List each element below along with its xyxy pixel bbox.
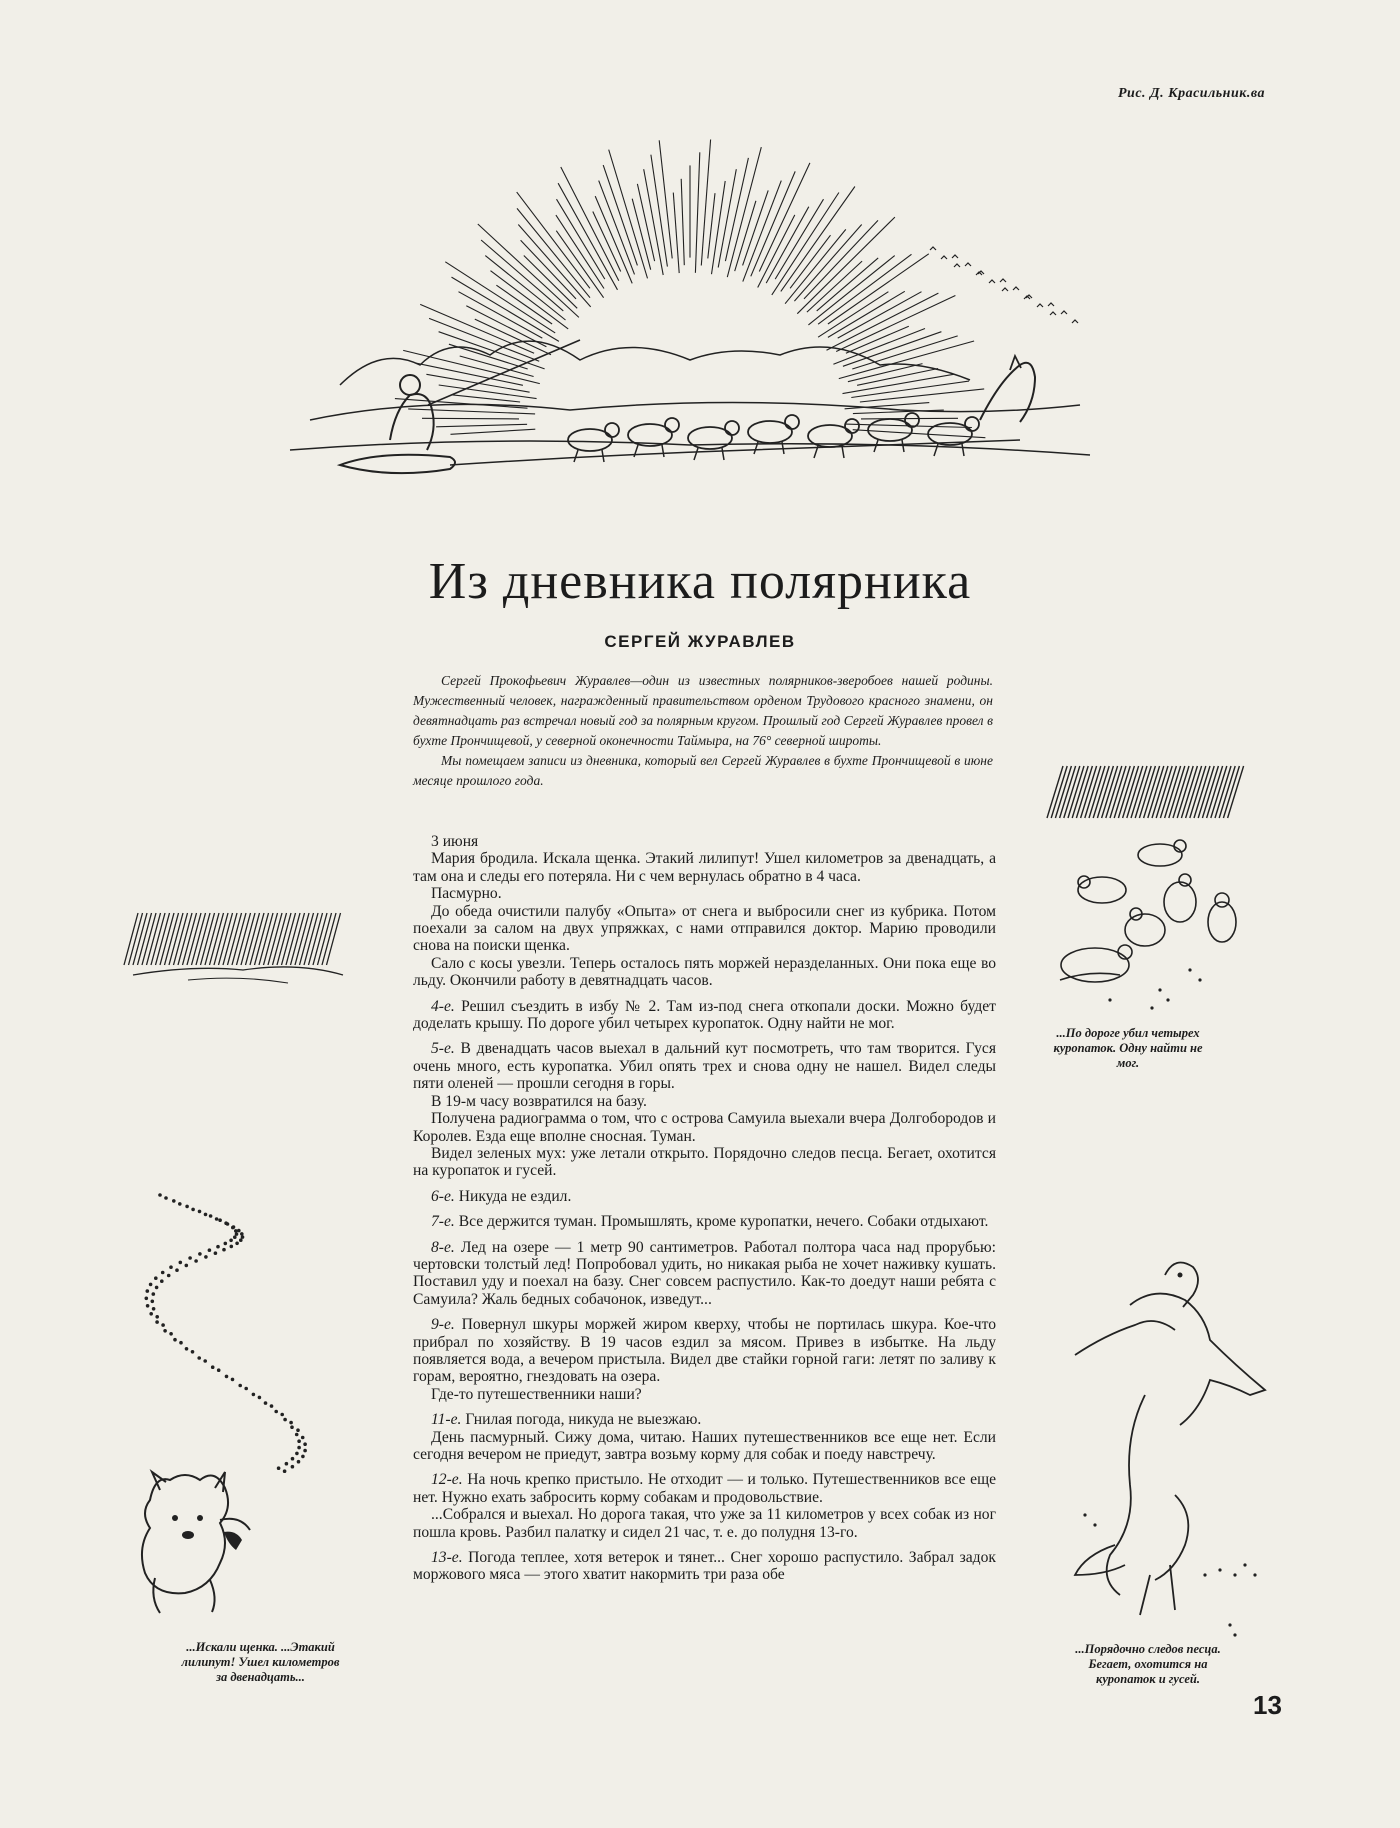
- entry-text: Гнилая погода, никуда не выезжаю.: [465, 1411, 702, 1429]
- caption-partridges: ...По дороге убил четырех куропаток. Одну найти не мог.: [1053, 1026, 1203, 1070]
- entry-text: Никуда не ездил.: [458, 1187, 572, 1205]
- diary-entry: [413, 998, 996, 1033]
- entry-text: На ночь крепко пристыло. Не отходит — и только. Путешественников все еще нет. Нужно ехать забросить корму собакам и продовольствие.: [413, 1471, 996, 1506]
- hero-illustration-dog-sled: [250, 120, 1130, 520]
- entry-date: 13-е.: [431, 1549, 463, 1567]
- entry-text: Повернул шкуры моржей жиром кверху, чтобы не портилась шкура. Кое-что прибрал по хозяйству. В 19 часов ездил за мясом. Привез в избытке. На льду появляется вода, а вечером пристыла. Видел две стайки горной гаги: летят по заливу к горам, вероятно, гнездовать на озера.: [413, 1316, 996, 1386]
- entry-date: 4-е.: [431, 997, 455, 1015]
- puppy-footprints-trail: [140, 1165, 340, 1465]
- diary-paragraph: Видел зеленых мух: уже летали открыто. Порядочно следов песца. Бегает, охотится на куропаток и гусей.: [413, 1144, 996, 1180]
- diary-paragraph: В 19-м часу возвратился на базу.: [431, 1092, 647, 1110]
- partridges-illustration: [1040, 830, 1245, 1030]
- diary-entry: [413, 1549, 996, 1584]
- article-author: СЕРГЕЙ ЖУРАВЛЕВ: [604, 632, 796, 651]
- article-title: Из дневника полярника: [428, 553, 972, 610]
- diary-date: 3 июня: [431, 833, 479, 850]
- diary-entry: [413, 1316, 996, 1386]
- illustration-credit: Рис. Д. Красильник.ва: [1117, 86, 1265, 101]
- caption-fox: ...Порядочно следов песца. Бегает, охотится на куропаток и гусей.: [1075, 1642, 1221, 1686]
- diary-entry: [413, 1239, 996, 1309]
- right-sky-hatch-sketch: [1055, 760, 1245, 840]
- entry-date: 7-е.: [431, 1213, 455, 1231]
- diary-paragraph: Где-то путешественники наши?: [431, 1385, 642, 1403]
- entry-text: Все держится туман. Промышлять, кроме куропатки, нечего. Собаки отдыхают.: [458, 1213, 989, 1231]
- puppy-illustration: [120, 1460, 280, 1630]
- diary-paragraph: До обеда очистили палубу «Опыта» от снега и выбросили снег из кубрика. Потом поехали за салом на двух упряжках, с нами отправился доктор. Марию проводили снова на поиски щенка.: [413, 902, 996, 955]
- entry-date: 12-е.: [431, 1471, 463, 1489]
- entry-date: 8-е.: [431, 1238, 455, 1256]
- diary-paragraph: Мария бродила. Искала щенка. Этакий лилипут! Ушел километров за двенадцать, а там она и следы его потеряла. Ни с чем вернулась обратно в 4 часа.: [413, 850, 996, 885]
- left-landscape-sketch: [128, 905, 348, 1005]
- entry-text: Решил съездить в избу № 2. Там из-под снега откопали доски. Можно будет доделать крышу. По дороге убил четырех куропаток. Одну найти не мог.: [413, 997, 996, 1033]
- diary-entry: [413, 1471, 996, 1506]
- article-intro: [413, 671, 993, 791]
- diary-text: [413, 833, 996, 1683]
- entry-date: 6-е.: [431, 1187, 455, 1205]
- intro-paragraph-2: Мы помещаем записи из дневника, который вел Сергей Журавлев в бухте Прончищевой в июне месяце прошлого года.: [413, 753, 993, 788]
- diary-entry: [413, 1040, 996, 1092]
- caption-puppy: ...Искали щенка. ...Этакий лилипут! Ушел километров за двенадцать...: [181, 1640, 340, 1684]
- entry-text: В двенадцать часов выехал в дальний кут посмотреть, что там творится. Гуся очень много, есть куропатка. Убил опять трех и снова одну не нашел. Видел следы пяти оленей — прошли сегодня в горы.: [413, 1040, 996, 1093]
- entry-date: 9-е.: [431, 1316, 455, 1334]
- page-number: 13: [1253, 1690, 1282, 1720]
- entry-text: Лед на озере — 1 метр 90 сантиметров. Работал полтора часа над прорубью: чертовски толстый лед! Попробовал удить, но никакая рыба не хочет наживку кушать. Поставил уду и поехал на базу. Снег совсем распустило. Как-то доедут наши ребята с Самуила? Жаль бедных собачонок, изведут...: [413, 1238, 996, 1308]
- entry-date: 5-е.: [431, 1040, 455, 1058]
- diary-entry: [413, 1213, 996, 1230]
- diary-paragraph: Получена радиограмма о том, что с острова Самуила выехали вчера Долгобородов и Королев. Езда еще вполне сносная. Туман.: [413, 1110, 996, 1145]
- diary-entry: [413, 1411, 996, 1428]
- diary-entry: [413, 1188, 996, 1205]
- entry-text: Погода теплее, хотя ветерок и тянет... Снег хорошо распустило. Забрал задок моржового мяса — этого хватит накормить три раза обе: [413, 1549, 996, 1584]
- entry-date: 11-е.: [431, 1411, 462, 1429]
- diary-paragraph: ...Собрался и выехал. Но дорога такая, что уже за 11 километров у всех собак из ног пошла кровь. Разбил палатку и сидел 21 час, т. е. до полудня 13-го.: [413, 1506, 996, 1541]
- diary-paragraph: Сало с косы увезли. Теперь осталось пять моржей неразделанных. Они пока еще во льду. Окончили работу в девятнадцать часов.: [413, 954, 996, 990]
- diary-paragraph: День пасмурный. Сижу дома, читаю. Наших путешественников все еще нет. Если сегодня вечером не приедут, завтра возьму корму для собак и поеду навстречу.: [413, 1428, 996, 1463]
- fox-with-goose-illustration: [1055, 1245, 1270, 1635]
- intro-paragraph-1: Сергей Прокофьевич Журавлев—один из известных полярников-зверобоев нашей родины. Мужественный человек, награжденный правительством орденом Трудового красного знамени, он девятнадцать раз встречал новый год за полярным кругом. Прошлый год Сергей Журавлев провел в бухте Прончищевой, у северной оконечности Таймыра, на 76° северной широты.: [413, 673, 993, 748]
- diary-paragraph: Пасмурно.: [431, 885, 502, 903]
